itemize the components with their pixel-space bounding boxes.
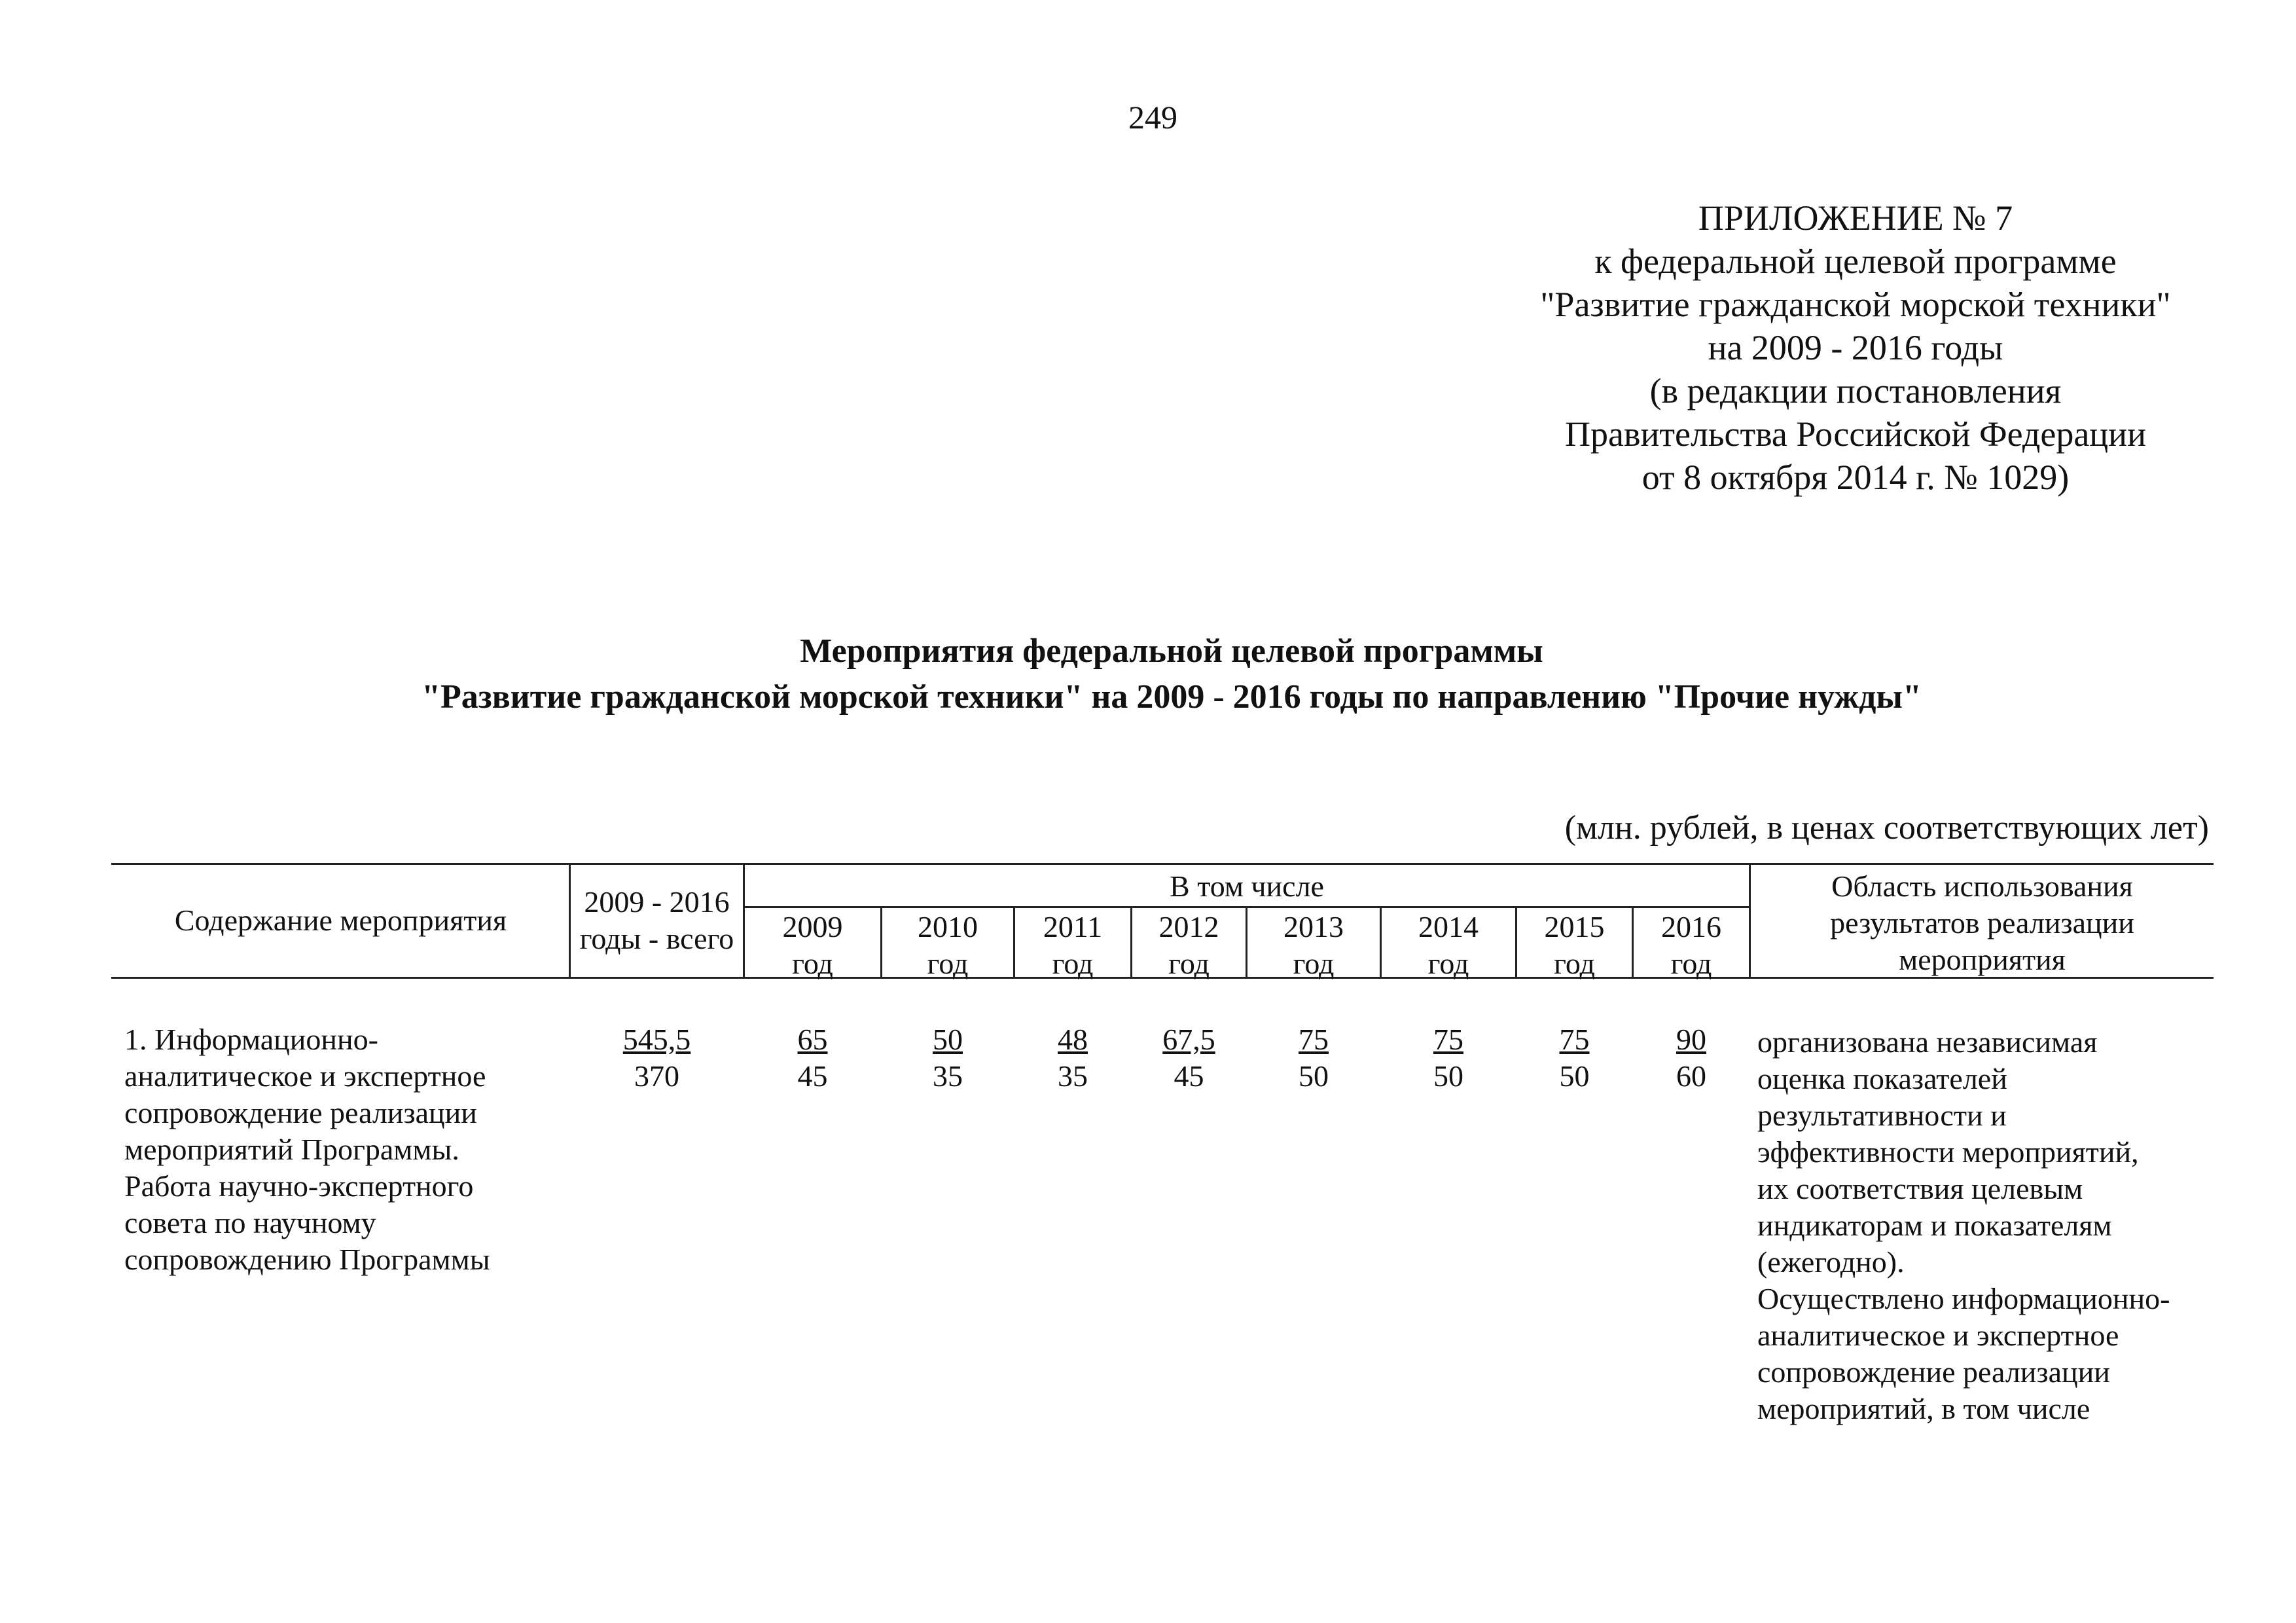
row-area-line: результативности и [1757,1099,2007,1132]
appendix-line: Правительства Российской Федерации [1565,414,2146,454]
header-including: В том числе [1170,869,1324,903]
year-suffix: год [1052,947,1094,980]
row-area-line: их соответствия целевым [1757,1172,2083,1205]
row-content-line: Работа научно-экспертного [124,1169,474,1203]
year-sub-value: 50 [1559,1059,1590,1093]
header-year-2014 [1382,909,1515,982]
header-total [571,884,743,957]
year-value: 50 [933,1023,963,1056]
header-year-2009 [745,909,880,982]
row-area-line: индикаторам и показателям [1757,1209,2112,1242]
year-value: 90 [1676,1023,1706,1056]
header-content: Содержание мероприятия [174,903,507,937]
row-area [1757,1024,2170,1427]
header-area-line: результатов реализации [1830,906,2134,939]
year-value: 75 [1299,1023,1329,1056]
year-sub-value: 45 [1174,1059,1204,1093]
year-value: 48 [1058,1023,1088,1056]
title-line-1: Мероприятия федеральной целевой программы [800,632,1543,670]
row-value-2013 [1247,1021,1380,1095]
year-value: 75 [1433,1023,1463,1056]
year-suffix: год [1293,947,1335,980]
year-label: 2013 [1283,910,1344,943]
title-line-2: "Развитие гражданской морской техники" на 2009 - 2016 годы по направлению "Прочие нужды" [422,678,1922,716]
table-top-rule [111,863,2214,865]
year-label: 2015 [1544,910,1605,943]
year-suffix: год [792,947,833,980]
year-suffix: год [1554,947,1595,980]
appendix-line: на 2009 - 2016 годы [1708,328,2003,367]
document-title [196,629,2147,720]
header-year-2015 [1517,909,1632,982]
row-value-2014 [1382,1021,1515,1095]
year-value: 67,5 [1162,1023,1215,1056]
year-label: 2012 [1158,910,1219,943]
year-label: 2010 [918,910,978,943]
row-area-line: Осуществлено информационно- [1757,1282,2170,1315]
appendix-header [1499,196,2212,499]
year-label: 2014 [1418,910,1479,943]
row-value-2010 [882,1021,1013,1095]
year-label: 2009 [782,910,843,943]
header-year-2010 [882,909,1013,982]
header-total-line: годы - всего [579,922,734,955]
year-label: 2016 [1661,910,1721,943]
row-content [124,1021,490,1278]
row-area-line: эффективности мероприятий, [1757,1135,2139,1169]
appendix-line: (в редакции постановления [1649,371,2062,410]
row-value-2011 [1015,1021,1130,1095]
appendix-line: ПРИЛОЖЕНИЕ № 7 [1698,198,2013,238]
appendix-line: "Развитие гражданской морской техники" [1540,285,2171,324]
year-sub-value: 50 [1433,1059,1463,1093]
row-area-line: сопровождение реализации [1757,1355,2110,1389]
row-value-2016 [1634,1021,1749,1095]
row-content-line: 1. Информационно- [124,1023,378,1056]
row-area-line: мероприятий, в том числе [1757,1392,2090,1425]
year-sub-value: 50 [1299,1059,1329,1093]
appendix-line: от 8 октября 2014 г. № 1029) [1641,458,2070,497]
row-area-line: (ежегодно). [1757,1245,1905,1279]
year-sub-value: 35 [933,1059,963,1093]
header-year-2011 [1015,909,1130,982]
total-value: 545,5 [622,1023,691,1056]
year-value: 65 [797,1023,828,1056]
row-area-line: аналитическое и экспертное [1757,1319,2119,1352]
year-value: 75 [1559,1023,1590,1056]
row-value-2015 [1517,1021,1632,1095]
year-suffix: год [1427,947,1469,980]
header-area-line: Область использования [1831,869,2133,903]
header-area [1751,868,2214,978]
row-value-2012 [1132,1021,1246,1095]
year-suffix: год [927,947,969,980]
year-suffix: год [1168,947,1210,980]
page-number: 249 [1128,99,1177,136]
header-year-2012 [1132,909,1246,982]
row-value-2009 [745,1021,880,1095]
row-content-line: сопровождению Программы [124,1243,490,1276]
header-area-line: мероприятия [1899,943,2066,976]
header-year-2016 [1634,909,1749,982]
year-label: 2011 [1043,910,1103,943]
row-area-line: организована независимая [1757,1025,2098,1059]
year-sub-value: 35 [1058,1059,1088,1093]
units-note: (млн. рублей, в ценах соответствующих лет) [1564,809,2209,847]
row-content-line: мероприятий Программы. [124,1133,459,1166]
row-area-line: оценка показателей [1757,1062,2007,1095]
year-suffix: год [1670,947,1712,980]
row-content-line: аналитическое и экспертное [124,1059,486,1093]
year-sub-value: 60 [1676,1059,1706,1093]
year-sub-value: 45 [797,1059,828,1093]
total-sub-value: 370 [634,1059,679,1093]
appendix-line: к федеральной целевой программе [1594,242,2117,281]
row-total [571,1021,743,1095]
row-content-line: сопровождение реализации [124,1096,477,1129]
header-year-2013 [1247,909,1380,982]
header-total-line: 2009 - 2016 [584,885,730,919]
row-content-line: совета по научному [124,1206,376,1239]
